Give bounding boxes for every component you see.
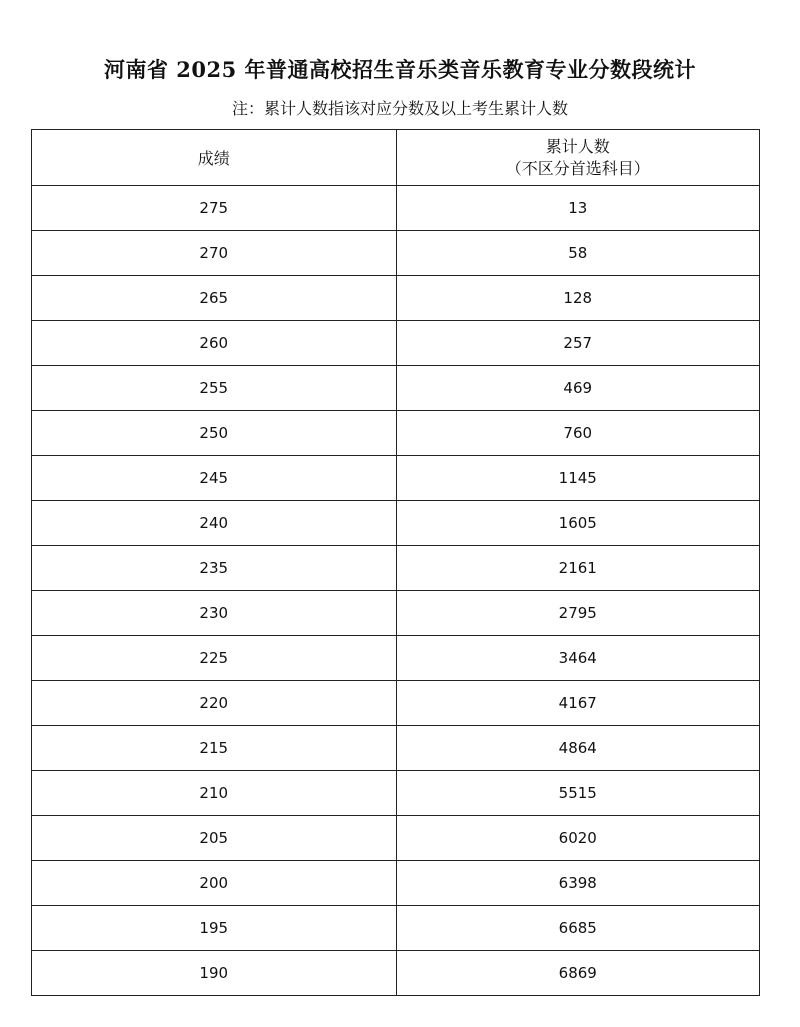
score-cell: 200 bbox=[32, 861, 397, 906]
header-count-subtitle: （不区分首选科目） bbox=[505, 158, 650, 178]
table-row bbox=[32, 951, 760, 996]
score-cell: 235 bbox=[32, 546, 397, 591]
table-row bbox=[32, 636, 760, 681]
cumulative-count-cell: 2795 bbox=[396, 591, 760, 636]
table-row bbox=[32, 501, 760, 546]
cumulative-count-cell: 1605 bbox=[396, 501, 760, 546]
table-row bbox=[32, 906, 760, 951]
score-cell: 225 bbox=[32, 636, 397, 681]
table-row bbox=[32, 276, 760, 321]
cumulative-count-cell: 2161 bbox=[396, 546, 760, 591]
cumulative-count-cell: 6020 bbox=[396, 816, 760, 861]
table-row bbox=[32, 771, 760, 816]
table-row bbox=[32, 681, 760, 726]
table-row bbox=[32, 186, 760, 231]
cumulative-count-cell: 5515 bbox=[396, 771, 760, 816]
cumulative-count-cell: 3464 bbox=[396, 636, 760, 681]
cumulative-count-cell: 4864 bbox=[396, 726, 760, 771]
cumulative-count-cell: 1145 bbox=[396, 456, 760, 501]
table-header-row bbox=[32, 130, 760, 186]
table-row bbox=[32, 366, 760, 411]
table-row bbox=[32, 816, 760, 861]
cumulative-count-cell: 257 bbox=[396, 321, 760, 366]
cumulative-count-cell: 760 bbox=[396, 411, 760, 456]
score-cell: 190 bbox=[32, 951, 397, 996]
table-row bbox=[32, 411, 760, 456]
table-row bbox=[32, 861, 760, 906]
score-cell: 230 bbox=[32, 591, 397, 636]
cumulative-count-cell: 6869 bbox=[396, 951, 760, 996]
cumulative-count-cell: 469 bbox=[396, 366, 760, 411]
score-cell: 210 bbox=[32, 771, 397, 816]
cumulative-count-cell: 6685 bbox=[396, 906, 760, 951]
table-row bbox=[32, 456, 760, 501]
score-cell: 205 bbox=[32, 816, 397, 861]
score-cell: 260 bbox=[32, 321, 397, 366]
header-score: 成绩 bbox=[32, 130, 397, 186]
score-distribution-table bbox=[31, 129, 760, 996]
score-cell: 215 bbox=[32, 726, 397, 771]
cumulative-count-cell: 128 bbox=[396, 276, 760, 321]
table-row bbox=[32, 591, 760, 636]
score-cell: 250 bbox=[32, 411, 397, 456]
score-cell: 240 bbox=[32, 501, 397, 546]
table-row bbox=[32, 321, 760, 366]
score-cell: 265 bbox=[32, 276, 397, 321]
table-row bbox=[32, 726, 760, 771]
table-body bbox=[32, 186, 760, 996]
header-cumulative-count bbox=[396, 130, 760, 186]
cumulative-count-cell: 4167 bbox=[396, 681, 760, 726]
table-note: 注：累计人数指该对应分数及以上考生累计人数 bbox=[231, 99, 568, 118]
document-title: 河南省 2025 年普通高校招生音乐类音乐教育专业分数段统计 bbox=[103, 57, 697, 82]
score-cell: 270 bbox=[32, 231, 397, 276]
score-cell: 220 bbox=[32, 681, 397, 726]
header-count-label: 累计人数 bbox=[545, 136, 610, 156]
table-row bbox=[32, 546, 760, 591]
score-cell: 195 bbox=[32, 906, 397, 951]
score-cell: 255 bbox=[32, 366, 397, 411]
cumulative-count-cell: 13 bbox=[396, 186, 760, 231]
cumulative-count-cell: 58 bbox=[396, 231, 760, 276]
cumulative-count-cell: 6398 bbox=[396, 861, 760, 906]
score-cell: 275 bbox=[32, 186, 397, 231]
score-cell: 245 bbox=[32, 456, 397, 501]
table-row bbox=[32, 231, 760, 276]
